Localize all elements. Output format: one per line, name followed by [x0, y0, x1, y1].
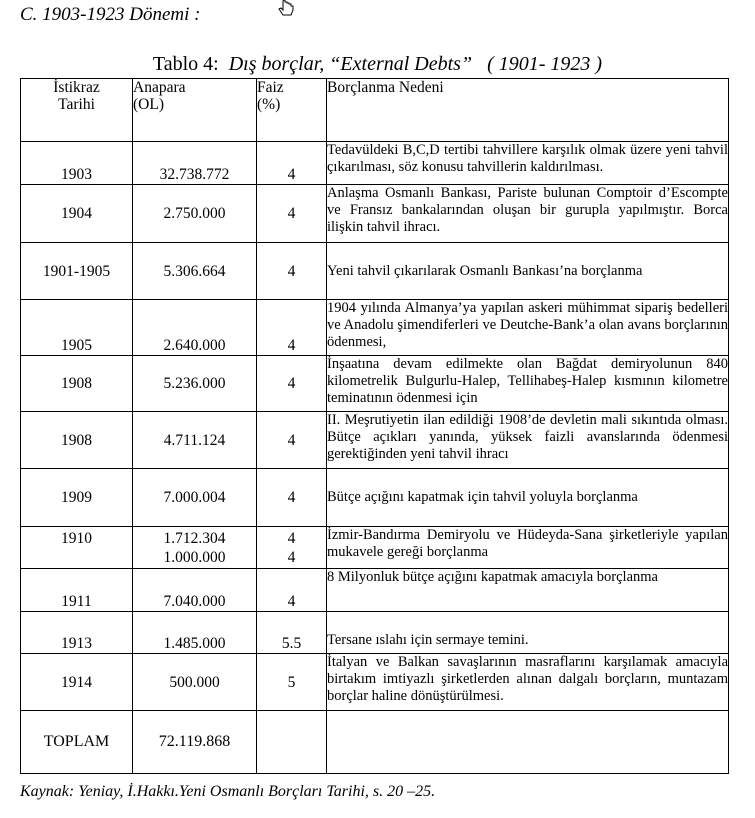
header-amount: Anapara (OL) — [133, 79, 257, 142]
cell-rate: 4 — [257, 569, 327, 612]
header-rate: Faiz (%) — [257, 79, 327, 142]
cell-year: 1901-1905 — [21, 243, 133, 300]
source-note: Kaynak: Yeniay, İ.Hakkı.Yeni Osmanlı Borçları Tarihi, s. 20 –25. — [20, 783, 436, 800]
hand-pointer-icon — [277, 0, 295, 23]
cell-rate: 5 — [257, 654, 327, 711]
cell-year: 1903 — [21, 142, 133, 185]
cell-rate-2: 4 — [287, 549, 296, 566]
table-row — [21, 527, 729, 569]
cell-year: 1914 — [21, 654, 133, 711]
cell-rate — [257, 527, 327, 569]
total-amount: 72.119.868 — [133, 711, 257, 774]
cell-year: 1908 — [21, 356, 133, 412]
table-row — [21, 412, 729, 469]
cell-amount: 5.306.664 — [133, 243, 257, 300]
table-row — [21, 569, 729, 612]
cell-year: 1910 — [21, 527, 133, 569]
cell-rate: 4 — [257, 185, 327, 243]
cell-amount: 32.738.772 — [133, 142, 257, 185]
total-label: TOPLAM — [21, 711, 133, 774]
table-header-row — [21, 79, 729, 142]
cell-amount: 2.640.000 — [133, 300, 257, 356]
section-heading: C. 1903-1923 Dönemi : — [20, 4, 201, 25]
table-row — [21, 356, 729, 412]
cell-year: 1908 — [21, 412, 133, 469]
cell-year: 1909 — [21, 469, 133, 527]
cell-reason: İnşaatına devam edilmekte olan Bağdat demiryolunun 840 kilometrelik Bulgurlu-Halep, Tellihabeş-Halep kısmının kilometre teminatının ödenmesi için — [327, 356, 729, 412]
external-debts-table — [20, 78, 729, 774]
cell-reason: 1904 yılında Almanya’ya yapılan askeri mühimmat sipariş bedelleri ve Anadolu şimendiferleri ve Deutche-Bank’a olan avans borçlarının ödenmesi, — [327, 300, 729, 356]
cell-rate: 4 — [257, 142, 327, 185]
cell-reason: II. Meşrutiyetin ilan edildiği 1908’de devletin mali sıkıntıda olması. Bütçe açıkları yanında, yüksek faizli avanslarında ödenmesi gerektiğinden yeni tahvil ihracı — [327, 412, 729, 469]
cell-amount: 4.711.124 — [133, 412, 257, 469]
cell-rate: 4 — [257, 412, 327, 469]
cell-reason: Yeni tahvil çıkarılarak Osmanlı Bankası’na borçlanma — [327, 243, 729, 300]
cell-amount-1: 1.712.304 — [163, 530, 226, 547]
cell-reason: Tersane ıslahı için sermaye temini. — [327, 612, 729, 654]
cell-rate: 4 — [257, 243, 327, 300]
cell-year: 1904 — [21, 185, 133, 243]
cell-reason: Tedavüldeki B,C,D tertibi tahvillere karşılık olmak üzere yeni tahvil çıkarılması, söz konusu tahvillerin kaldırılması. — [327, 142, 729, 185]
cell-amount: 5.236.000 — [133, 356, 257, 412]
table-caption — [0, 53, 755, 76]
table-row — [21, 612, 729, 654]
cell-reason: İtalyan ve Balkan savaşlarının masraflarını karşılamak amacıyla birtakım imtiyazlı şirketlerden alınan dalgalı borçların, muntazam borçlar haline dönüştürülmesi. — [327, 654, 729, 711]
cell-amount-2: 1.000.000 — [163, 549, 226, 566]
cell-amount: 2.750.000 — [133, 185, 257, 243]
table-caption-prefix: Tablo 4: — [152, 53, 229, 75]
table-row — [21, 185, 729, 243]
total-reason-empty — [327, 711, 729, 774]
table-row — [21, 243, 729, 300]
cell-reason: 8 Milyonluk bütçe açığını kapatmak amacıyla borçlanma — [327, 569, 729, 612]
cell-rate: 4 — [257, 469, 327, 527]
header-reason: Borçlanma Nedeni — [327, 79, 729, 142]
table-row — [21, 469, 729, 527]
cell-rate: 5.5 — [257, 612, 327, 654]
table-row — [21, 142, 729, 185]
total-rate-empty — [257, 711, 327, 774]
cell-year: 1911 — [21, 569, 133, 612]
header-year: İstikraz Tarihi — [21, 79, 133, 142]
cell-amount: 1.485.000 — [133, 612, 257, 654]
cell-rate: 4 — [257, 356, 327, 412]
table-caption-title: Dış borçlar, “External Debts” ( 1901- 1923 ) — [228, 53, 603, 75]
cell-reason: Bütçe açığını kapatmak için tahvil yoluyla borçlanma — [327, 469, 729, 527]
cell-rate-1: 4 — [287, 530, 296, 547]
cell-reason: İzmir-Bandırma Demiryolu ve Hüdeyda-Sana şirketleriyle yapılan mukavele gereği borçlanma — [327, 527, 729, 569]
cell-amount: 7.040.000 — [133, 569, 257, 612]
table-row — [21, 654, 729, 711]
table-row — [21, 300, 729, 356]
cell-year: 1905 — [21, 300, 133, 356]
table-total-row — [21, 711, 729, 774]
cell-amount — [133, 527, 257, 569]
cell-year: 1913 — [21, 612, 133, 654]
cell-amount: 500.000 — [133, 654, 257, 711]
cell-amount: 7.000.004 — [133, 469, 257, 527]
cell-rate: 4 — [257, 300, 327, 356]
cell-reason: Anlaşma Osmanlı Bankası, Pariste bulunan Comptoir d’Escompte ve Fransız bankalarından oluşan bir gurupla yapılmıştır. Borca ilişkin tahvil ihracı. — [327, 185, 729, 243]
